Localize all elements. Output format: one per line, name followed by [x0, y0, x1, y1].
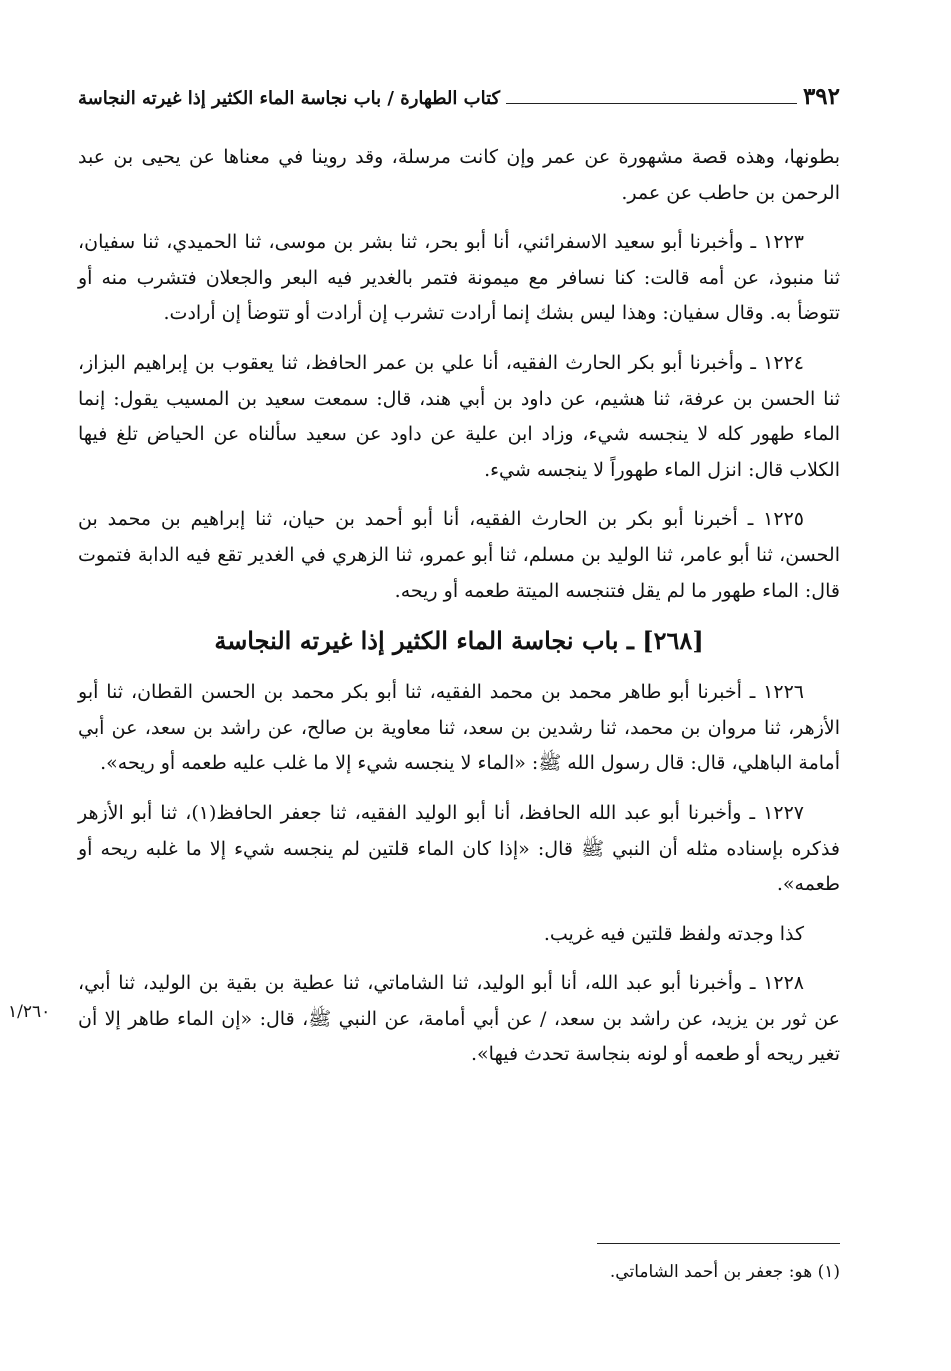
page-number: ٣٩٢ [802, 83, 840, 110]
chapter-title: [٢٦٨] ـ باب نجاسة الماء الكثير إذا غيرته النجاسة [214, 626, 704, 656]
paragraph-1226: ١٢٢٦ ـ أخبرنا أبو طاهر محمد بن محمد الفقيه، ثنا أبو بكر محمد بن الحسن القطان، ثنا أبو الأزهر، ثنا مروان بن محمد، ثنا رشدين بن سعد، ثنا معاوية بن صالح، عن راشد بن سعد، عن أبي أمامة الباهلي، قال: قال رسول الله ﷺ: «الماء لا ينجسه شيء إلا ما غلب عليه طعمه أو ريحه». [78, 681, 840, 775]
paragraph-1225: ١٢٢٥ ـ أخبرنا أبو بكر بن الحارث الفقيه، أنا أبو أحمد بن حيان، ثنا إبراهيم بن محمد بن الحسن، ثنا أبو عامر، ثنا الوليد بن مسلم، ثنا أبو عمرو، ثنا الزهري في الغدير تقع فيه الدابة فتموت قال: الماء طهور ما لم يقل فتنجسه الميتة طعمه أو ريحه. [78, 508, 840, 602]
footnote: (١) هو: جعفر بن أحمد الشاماتي. [609, 1262, 840, 1282]
page-header [78, 74, 840, 108]
margin-reference: ١/٢٦٠ [8, 1002, 51, 1023]
paragraph-1228-wrapper [8, 966, 840, 1073]
paragraph-1224: ١٢٢٤ ـ وأخبرنا أبو بكر الحارث الفقيه، أنا علي بن عمر الحافظ، ثنا يعقوب بن إبراهيم البزاز، ثنا الحسن بن عرفة، ثنا هشيم، عن داود بن أبي هند، قال: سمعت سعيد بن المسيب يقول: إنما الماء طهور كله لا ينجسه شيء، وزاد ابن علية عن داود عن سعيد سألناه عن الحياض تلغ فيها الكلاب قال: انزل الماء طهوراً لا ينجسه شيء. [78, 351, 840, 481]
header-rule [506, 103, 797, 104]
paragraph-1223: ١٢٢٣ ـ وأخبرنا أبو سعيد الاسفرائني، أنا أبو بحر، ثنا بشر بن موسى، ثنا الحميدي، ثنا سفيان، ثنا منبوذ، عن أمه قالت: كنا نسافر مع ميمونة فتمر بالغدير فيه البعر والجعلان فتشرب منه أو تتوضأ به. وقال سفيان: وهذا ليس بشك إنما أرادت تشرب إن أرادت أو تتوضأ إن أرادت. [78, 231, 840, 325]
paragraph-1227: ١٢٢٧ ـ وأخبرنا أبو عبد الله الحافظ، أنا أبو الوليد الفقيه، ثنا جعفر الحافظ(١)، ثنا أبو الأزهر فذكره بإسناده مثله أن النبي ﷺ قال: «إذا كان الماء قلتين لم ينجسه شيء إلا ما غلبه ريحه أو طعمه». [78, 801, 840, 896]
paragraph-comment: كذا وجدته ولفظ قلتين فيه غريب. [543, 922, 804, 945]
footnote-rule [597, 1243, 840, 1244]
paragraph-1228: ١٢٢٨ ـ وأخبرنا أبو عبد الله، أنا أبو الوليد، ثنا الشاماتي، ثنا عطية بن بقية بن الوليد، ثنا أبي، عن ثور بن يزيد، عن راشد بن سعد، / عن أبي أمامة، عن النبي ﷺ، قال: «إن الماء طاهر إلا أن تغير ريحه أو طعمه أو لونه بنجاسة تحدث فيها». [78, 972, 840, 1066]
main-text [8, 140, 840, 1087]
paragraph-continuation: بطونها، وهذه قصة مشهورة عن عمر وإن كانت مرسلة، وقد روينا في معناها عن يحيى بن عبد الرحمن بن حاطب عن عمر. [78, 146, 840, 204]
running-head: كتاب الطهارة / باب نجاسة الماء الكثير إذا غيرته النجاسة [78, 88, 501, 109]
